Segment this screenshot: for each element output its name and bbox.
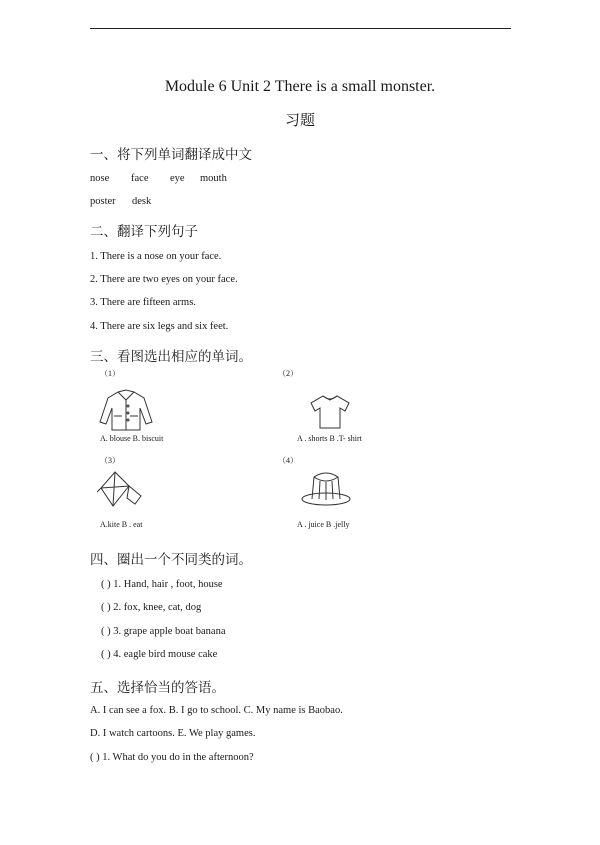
blouse-icon <box>98 388 154 432</box>
sentence-item: 4. There are six legs and six feet. <box>90 321 229 332</box>
question-item: ( ) 2. fox, knee, cat, dog <box>101 602 202 613</box>
picture-number: （3） <box>100 456 120 465</box>
word-item: desk <box>132 196 152 207</box>
question-item: ( ) 1. Hand, hair , foot, house <box>101 579 223 590</box>
word-item: poster <box>90 196 116 207</box>
kite-icon <box>97 470 147 510</box>
picture-options: A . juice B .jelly <box>297 520 350 529</box>
answer-options-line: A. I can see a fox. B. I go to school. C. My name is Baobao. <box>90 705 343 716</box>
picture-options: A . shorts B .T- shirt <box>297 434 362 443</box>
picture-number: （1） <box>100 369 120 378</box>
sentence-item: 1. There is a nose on your face. <box>90 251 222 262</box>
section2-heading: 二、翻译下列句子 <box>90 224 198 240</box>
word-item: eye <box>170 173 185 184</box>
word-item: mouth <box>200 173 227 184</box>
question-item: ( ) 3. grape apple boat banana <box>101 626 226 637</box>
word-row-2 <box>90 196 151 207</box>
answer-options-line: D. I watch cartoons. E. We play games. <box>90 728 256 739</box>
document-title: Module 6 Unit 2 There is a small monster. <box>164 78 436 95</box>
question-item: ( ) 4. eagle bird mouse cake <box>101 649 218 660</box>
picture-options: A. blouse B. biscuit <box>100 434 164 443</box>
picture-number: （4） <box>278 456 298 465</box>
header-rule <box>90 28 511 29</box>
section4-heading: 四、圈出一个不同类的词。 <box>90 552 252 568</box>
word-row-1 <box>90 173 227 184</box>
tshirt-icon <box>309 394 351 430</box>
word-item: nose <box>90 173 110 184</box>
section5-heading: 五、选择恰当的答语。 <box>90 680 225 696</box>
picture-options: A.kite B . eat <box>100 520 143 529</box>
sentence-item: 2. There are two eyes on your face. <box>90 274 238 285</box>
question-item: ( ) 1. What do you do in the afternoon? <box>90 752 254 763</box>
word-item: face <box>131 173 149 184</box>
section1-heading: 一、将下列单词翻译成中文 <box>90 147 252 163</box>
section3-heading: 三、看图选出相应的单词。 <box>90 349 252 365</box>
picture-number: （2） <box>278 369 298 378</box>
document-subtitle: 习题 <box>284 111 315 129</box>
jelly-icon <box>300 467 352 507</box>
sentence-item: 3. There are fifteen arms. <box>90 297 196 308</box>
